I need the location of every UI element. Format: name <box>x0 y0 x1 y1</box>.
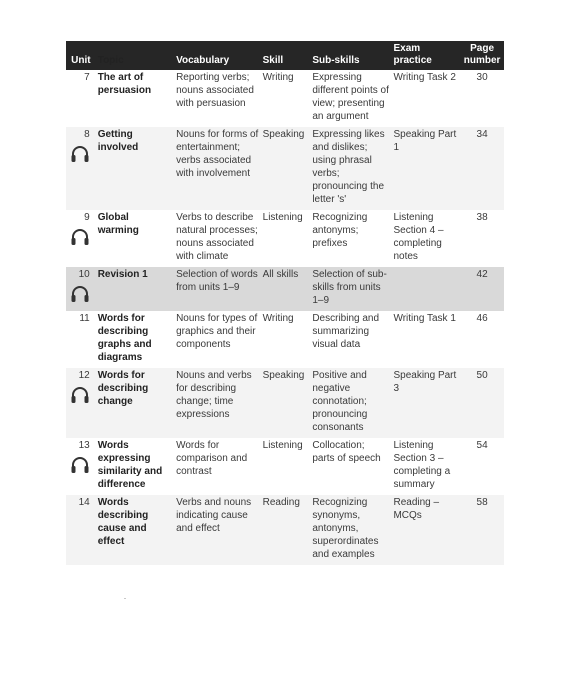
table-row <box>66 495 504 565</box>
topic-cell: Global warming <box>97 212 139 236</box>
subskills-cell: Describing and summarizing visual data <box>312 313 380 350</box>
header-exam-line1: Exam <box>393 43 421 54</box>
skill-cell: Writing <box>262 72 294 83</box>
vocabulary-cell: Selection of words from units 1–9 <box>176 269 258 293</box>
vocabulary-cell: Verbs and nouns indicating cause and effect <box>176 497 252 534</box>
page-number-cell: 38 <box>476 212 488 223</box>
headphones-icon <box>70 285 90 303</box>
table-header <box>66 41 504 70</box>
exam-practice-cell: Reading – MCQs <box>393 497 440 521</box>
topic-cell: The art of persuasion <box>97 72 152 96</box>
vocabulary-cell: Verbs to describe natural processes; nouns associated with climate <box>176 212 258 262</box>
vocabulary-cell: Nouns for types of graphics and their components <box>176 313 258 350</box>
subskills-cell: Recognizing antonyms; prefixes <box>312 212 368 249</box>
table-row <box>66 70 504 127</box>
table-row <box>66 311 504 368</box>
exam-practice-cell: Listening Section 3 – completing a summary <box>393 440 451 490</box>
headphones-icon <box>70 228 90 246</box>
unit-number: 14 <box>78 497 90 508</box>
exam-practice-cell: Writing Task 2 <box>393 72 456 83</box>
table-body <box>66 70 504 565</box>
page-number-cell: 58 <box>476 497 488 508</box>
unit-number: 13 <box>78 440 90 451</box>
unit-number: 8 <box>84 129 90 140</box>
topic-cell: Words for describing change <box>97 370 149 407</box>
header-topic: Topic <box>97 55 124 66</box>
unit-cell <box>66 70 96 127</box>
header-subskills: Sub-skills <box>312 55 360 66</box>
exam-practice-cell: Speaking Part 1 <box>393 129 457 153</box>
exam-practice-cell: Writing Task 1 <box>393 313 456 324</box>
unit-cell <box>66 368 96 438</box>
subskills-cell: Expressing likes and dislikes; using phrasal verbs; pronouncing the letter 's' <box>312 129 385 205</box>
headphones-icon <box>70 386 90 404</box>
header-page-line1: Page <box>470 43 495 54</box>
header-vocabulary: Vocabulary <box>176 55 230 66</box>
headphones-icon <box>70 456 90 474</box>
contents-table <box>66 41 504 565</box>
exam-practice-cell: Listening Section 4 – completing notes <box>393 212 444 262</box>
header-exam-line2: practice <box>393 55 432 66</box>
unit-number: 10 <box>78 269 90 280</box>
vocabulary-cell: Reporting verbs; nouns associated with persuasion <box>176 72 254 109</box>
header-page-line2: number <box>463 55 501 66</box>
page-number-cell: 30 <box>476 72 488 83</box>
header-page-number <box>460 41 504 70</box>
skill-cell: Listening <box>262 440 303 451</box>
unit-number: 12 <box>78 370 90 381</box>
unit-cell <box>66 267 96 311</box>
page-number-cell: 54 <box>476 440 488 451</box>
exam-practice-cell: Speaking Part 3 <box>393 370 457 394</box>
page-number-cell: 42 <box>476 269 488 280</box>
unit-cell <box>66 127 96 210</box>
table-row <box>66 368 504 438</box>
topic-cell: Words describing cause and effect <box>97 497 149 547</box>
subskills-cell: Expressing different points of view; presenting an argument <box>312 72 389 122</box>
skill-cell: Listening <box>262 212 303 223</box>
skill-cell: Speaking <box>262 370 305 381</box>
page-number-cell: 50 <box>476 370 488 381</box>
page-number-cell: 34 <box>476 129 488 140</box>
page-number-cell: 46 <box>476 313 488 324</box>
exam-practice-cell <box>391 267 460 311</box>
vocabulary-cell: Words for comparison and contrast <box>176 440 248 477</box>
topic-cell: Words expressing similarity and difference <box>97 440 163 490</box>
header-unit: Unit <box>71 55 91 66</box>
table-row <box>66 127 504 210</box>
header-skill: Skill <box>262 55 284 66</box>
table-row <box>66 210 504 267</box>
vocabulary-cell: Nouns and verbs for describing change; time expressions <box>176 370 252 420</box>
topic-cell: Words for describing graphs and diagrams <box>97 313 152 363</box>
subskills-cell: Positive and negative connotation; pronouncing consonants <box>312 370 368 433</box>
topic-cell: Revision 1 <box>97 269 148 280</box>
unit-number: 11 <box>79 313 90 324</box>
header-row <box>66 41 504 70</box>
subskills-cell: Recognizing synonyms, antonyms, superordinates and examples <box>312 497 379 560</box>
table-row <box>66 267 504 311</box>
unit-cell <box>66 311 96 368</box>
skill-cell: Speaking <box>262 129 305 140</box>
unit-cell <box>66 438 96 495</box>
unit-number: 7 <box>84 72 90 83</box>
subskills-cell: Collocation; parts of speech <box>312 440 381 464</box>
header-exam-practice <box>391 41 460 70</box>
skill-cell: Writing <box>262 313 294 324</box>
unit-number: 9 <box>84 212 90 223</box>
unit-cell <box>66 210 96 267</box>
unit-cell <box>66 495 96 565</box>
headphones-icon <box>70 145 90 163</box>
vocabulary-cell: Nouns for forms of entertainment; verbs associated with involvement <box>176 129 259 179</box>
table-row <box>66 438 504 495</box>
skill-cell: All skills <box>262 269 299 280</box>
scan-speck <box>124 598 126 599</box>
topic-cell: Getting involved <box>97 129 139 153</box>
skill-cell: Reading <box>262 497 300 508</box>
subskills-cell: Selection of sub-skills from units 1–9 <box>312 269 387 306</box>
